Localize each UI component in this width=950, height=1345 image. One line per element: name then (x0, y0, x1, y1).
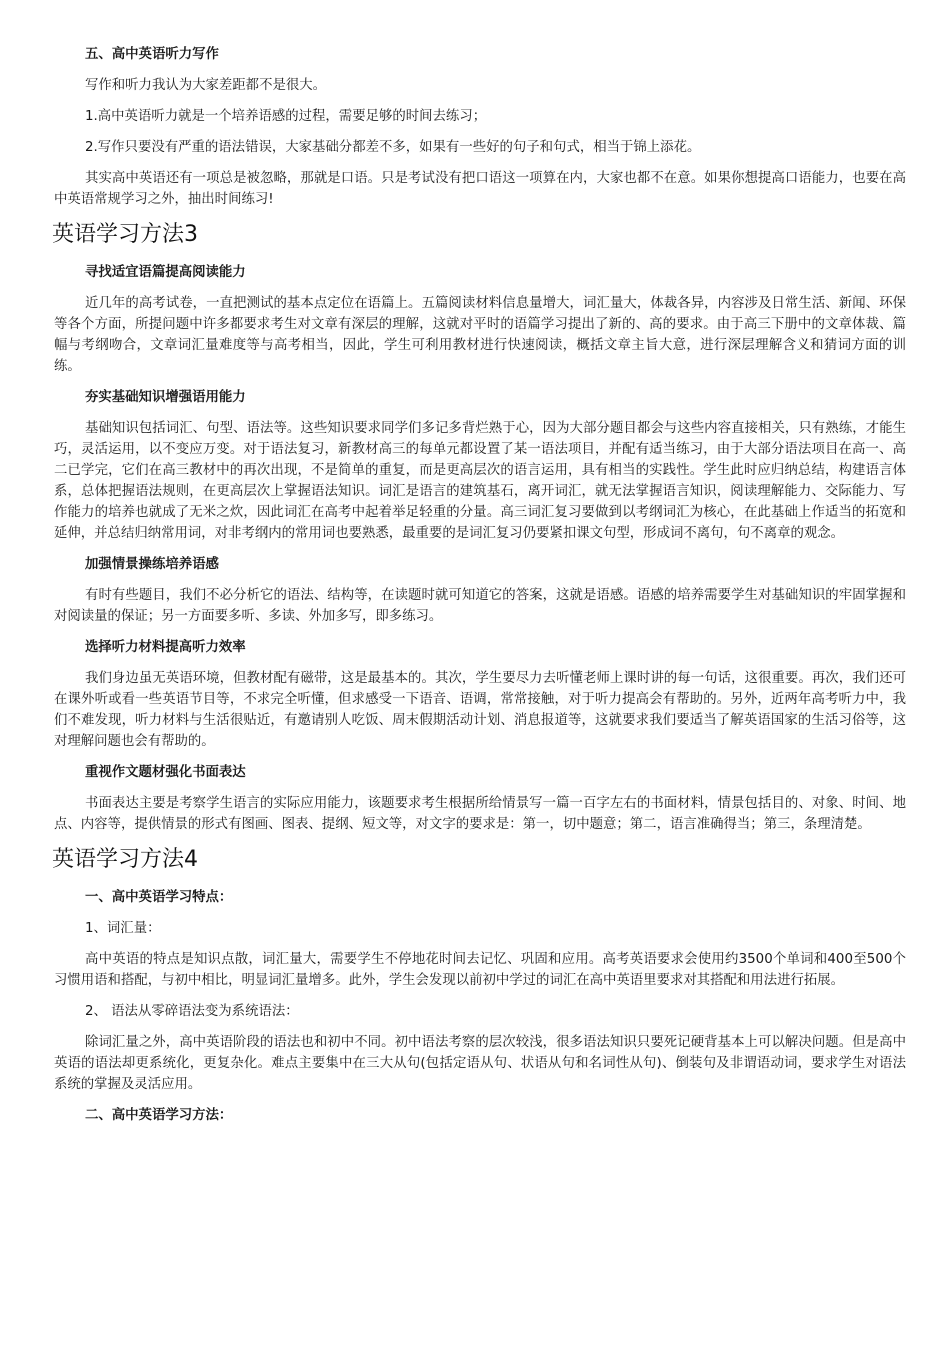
document-page (54, 44, 906, 1136)
paragraph: 我们身边虽无英语环境，但教材配有磁带，这是最基本的。其次，学生要尽力去听懂老师上课时讲的每一句话，这很重要。再次，我们还可在课外听或看一些英语节目等，不求完全听懂，但求感受一下语音、语调，常常接触，对于听力提高会有帮助的。另外，近两年高考听力中，我们不难发现，听力材料与生活很贴近，有邀请别人吃饭、周末假期活动计划、消息报道等，这就要求我们要适当了解英语国家的生活习俗等，这对理解问题也会有帮助的。 (54, 671, 906, 749)
subsection-title: 夯实基础知识增强语用能力 (85, 390, 246, 405)
paragraph: 高中英语的特点是知识点散，词汇量大，需要学生不停地花时间去记忆、巩固和应用。高考英语要求会使用约3500个单词和400至500个习惯用语和搭配，与初中相比，明显词汇量增多。此外，学生会发现以前初中学过的词汇在高中英语里要求对其搭配和用法进行拓展。 (54, 952, 906, 988)
part-title: 二、高中英语学习方法： (85, 1108, 233, 1123)
paragraph: 近几年的高考试卷，一直把测试的基本点定位在语篇上。五篇阅读材料信息量增大，词汇量大，体裁各异，内容涉及日常生活、新闻、环保等各个方面，所提问题中许多都要求考生对文章有深层的理解，这就对平时的语篇学习提出了新的、高的要求。由于高三下册中的文章体裁、篇幅与考纲吻合，文章词汇量难度等与高考相当，因此，学生可利用教材进行快速阅读，概括文章主旨大意，进行深层理解含义和猜词方面的训练。 (54, 296, 906, 374)
paragraph: 其实高中英语还有一项总是被忽略，那就是口语。只是考试没有把口语这一项算在内，大家也都不在意。如果你想提高口语能力，也要在高中英语常规学习之外，抽出时间练习! (54, 171, 906, 207)
paragraph: 2.写作只要没有严重的语法错误，大家基础分都差不多，如果有一些好的句子和句式，相当于锦上添花。 (85, 140, 701, 155)
paragraph: 基础知识包括词汇、句型、语法等。这些知识要求同学们多记多背烂熟于心，因为大部分题目都会与这些内容直接相关，只有熟练，才能生巧，灵活运用，以不变应万变。对于语法复习，新教材高三的每单元都设置了某一语法项目，并配有适当练习，由于大部分语法项目在高一、高二已学完，它们在高三教材中的再次出现，不是简单的重复，而是更高层次的语言运用，具有相当的实践性。学生此时应归纳总结，构建语言体系，总体把握语法规则，在更高层次上掌握语法知识。词汇是语言的建筑基石，离开词汇，就无法掌握语言知识，阅读理解能力、交际能力、写作能力的培养也就成了无米之炊，因此词汇在高考中起着举足轻重的分量。高三词汇复习要做到以考纲词汇为核心，在此基础上作适当的拓宽和延伸，并总结归纳常用词，对非考纲内的常用词也要熟悉，最重要的是词汇复习仍要紧扣课文句型，形成词不离句，句不离章的观念。 (54, 421, 906, 541)
section-title: 五、高中英语听力写作 (85, 47, 219, 62)
subsection-title: 选择听力材料提高听力效率 (85, 640, 246, 655)
subsection-title: 寻找适宜语篇提高阅读能力 (85, 265, 246, 280)
paragraph: 书面表达主要是考察学生语言的实际应用能力，该题要求考生根据所给情景写一篇一百字左右的书面材料，情景包括目的、对象、时间、地点、内容等，提供情景的形式有图画、图表、提纲、短文等，对文字的要求是：第一，切中题意；第二，语言准确得当；第三，条理清楚。 (54, 796, 906, 832)
part-title: 一、高中英语学习特点： (85, 890, 233, 905)
paragraph: 1、词汇量： (85, 921, 161, 936)
section-heading: 英语学习方法3 (52, 222, 198, 247)
paragraph: 有时有些题目，我们不必分析它的语法、结构等，在读题时就可知道它的答案，这就是语感。语感的培养需要学生对基础知识的牢固掌握和对阅读量的保证；另一方面要多听、多读、外加多写，即多练习。 (54, 588, 906, 624)
paragraph: 写作和听力我认为大家差距都不是很大。 (85, 78, 327, 93)
section-heading: 英语学习方法4 (52, 847, 198, 872)
paragraph: 1.高中英语听力就是一个培养语感的过程，需要足够的时间去练习； (85, 109, 487, 124)
paragraph: 除词汇量之外，高中英语阶段的语法也和初中不同。初中语法考察的层次较浅，很多语法知识只要死记硬背基本上可以解决问题。但是高中英语的语法却更系统化，更复杂化。难点主要集中在三大从句(包括定语从句、状语从句和名词性从句)、倒装句及非谓语动词，要求学生对语法系统的掌握及灵活应用。 (54, 1035, 906, 1092)
subsection-title: 加强情景操练培养语感 (85, 557, 219, 572)
paragraph: 2、 语法从零碎语法变为系统语法： (85, 1004, 299, 1019)
subsection-title: 重视作文题材强化书面表达 (85, 765, 246, 780)
